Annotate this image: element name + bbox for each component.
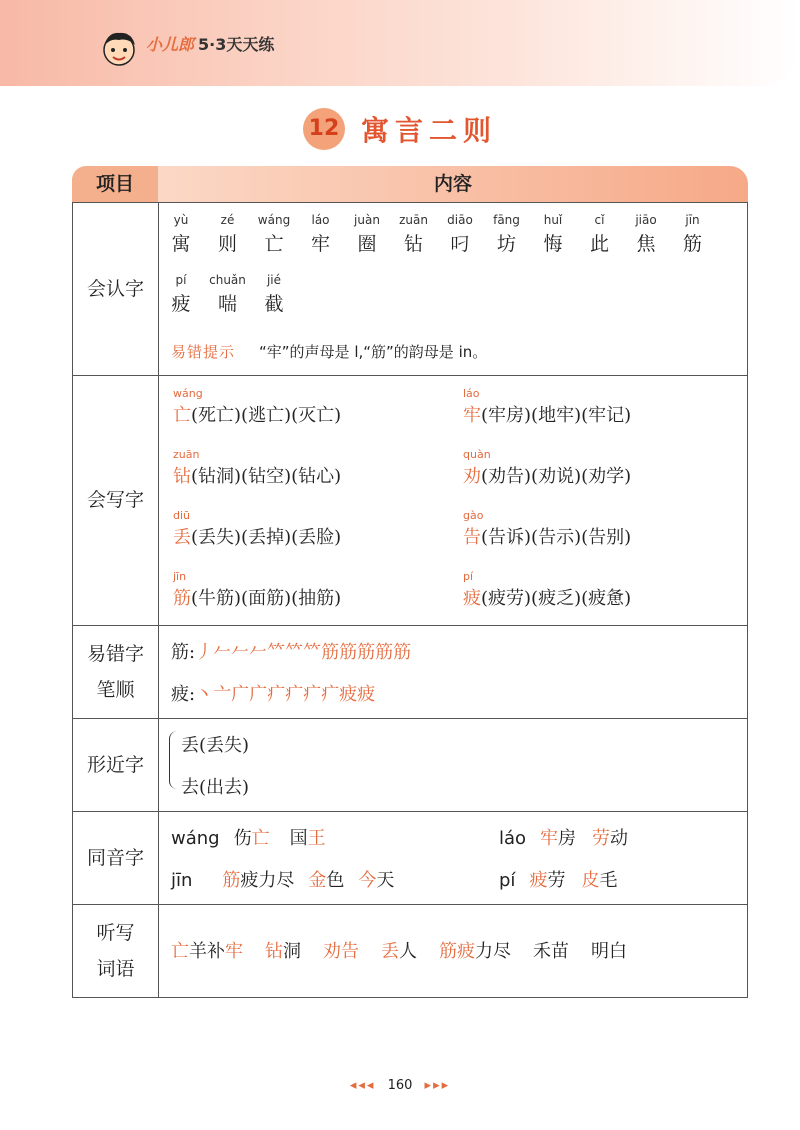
stroke-sequence: 丿𠂉𠂉𠂉𥫗𥫗𥫗筋筋筋筋筋 xyxy=(195,642,412,663)
error-tip xyxy=(171,341,487,362)
word-part: 疲力尽 xyxy=(240,870,295,891)
pinyin: jīn xyxy=(171,870,193,891)
row-label: 同音字 xyxy=(73,812,159,904)
header-item: 项目 xyxy=(72,166,158,202)
series-name: 小儿郎 xyxy=(146,35,195,54)
word-list: (劝告)(劝说)(劝学) xyxy=(481,466,632,487)
word-part: 房 xyxy=(558,828,577,849)
stroke-row xyxy=(171,638,411,664)
character: 叼 xyxy=(450,233,470,255)
pinyin: quàn xyxy=(463,448,491,461)
key-char: 丢 xyxy=(381,941,399,962)
pinyin: diāo xyxy=(447,213,473,227)
stroke-char: 筋: xyxy=(171,642,196,663)
key-char: 疲 xyxy=(463,588,481,609)
content-table xyxy=(72,166,748,998)
pinyin: zuān xyxy=(399,213,428,227)
key-char: 金 xyxy=(308,870,327,891)
pinyin: chuǎn xyxy=(209,273,246,287)
label-line: 易错字 xyxy=(86,643,144,665)
word-part: 毛 xyxy=(599,870,618,891)
character: 则 xyxy=(217,233,237,255)
recognize-content xyxy=(159,203,747,375)
pinyin: jiāo xyxy=(635,213,657,227)
character: 寓 xyxy=(171,233,191,255)
write-item xyxy=(463,462,631,488)
tip-text: “牢”的声母是 l,“筋”的韵母是 in。 xyxy=(259,343,488,361)
homophone-group xyxy=(499,866,617,892)
pinyin: zuān xyxy=(173,448,200,461)
word-part: 天 xyxy=(376,870,395,891)
row-label xyxy=(73,626,159,718)
pinyin: láo xyxy=(311,213,330,227)
character: 牢 xyxy=(310,233,330,255)
pinyin: jīn xyxy=(173,570,187,583)
row-similar xyxy=(72,719,748,812)
character: 筋 xyxy=(682,233,702,255)
word-list: (钻洞)(钻空)(钻心) xyxy=(191,466,342,487)
dictation-word xyxy=(439,941,511,962)
pinyin: wáng xyxy=(173,387,203,400)
word-part: 明白 xyxy=(591,941,627,962)
key-char: 告 xyxy=(463,527,481,548)
word-part: 人 xyxy=(399,941,417,962)
word-list: (死亡)(逃亡)(灭亡) xyxy=(191,405,342,426)
lesson-number: 12 xyxy=(303,108,345,150)
row-label: 会写字 xyxy=(73,375,159,625)
pinyin: huǐ xyxy=(543,213,563,227)
character: 截 xyxy=(264,293,284,315)
header-content: 内容 xyxy=(158,166,748,202)
label-line: 词语 xyxy=(96,958,135,980)
write-content xyxy=(159,375,747,625)
key-char: 劝告 xyxy=(323,941,359,962)
similar-content xyxy=(159,719,747,811)
pinyin: wáng xyxy=(257,213,291,227)
homophone-content xyxy=(159,812,747,904)
key-char: 筋疲 xyxy=(439,941,475,962)
dictation-word xyxy=(265,941,301,962)
row-label xyxy=(73,905,159,997)
key-char: 亡 xyxy=(251,828,270,849)
character: 疲 xyxy=(171,293,191,315)
key-char: 钻 xyxy=(265,941,283,962)
write-item xyxy=(463,401,631,427)
pinyin: zé xyxy=(220,213,235,227)
key-char: 疲 xyxy=(529,870,548,891)
row-write xyxy=(72,375,748,626)
word-list: (疲劳)(疲乏)(疲惫) xyxy=(481,588,632,609)
dictation-word xyxy=(381,941,417,962)
character: 此 xyxy=(589,233,609,255)
write-item xyxy=(463,523,631,549)
series-brand xyxy=(146,32,274,55)
word-list: (丢失)(丢掉)(丢脸) xyxy=(191,527,342,548)
dictation-words xyxy=(171,937,649,963)
pinyin: pí xyxy=(463,570,474,583)
key-char: 亡 xyxy=(171,941,189,962)
pinyin: pí xyxy=(499,870,516,891)
write-item xyxy=(173,462,341,488)
pinyin: diū xyxy=(173,509,191,522)
word-list: (牢房)(地牢)(牢记) xyxy=(481,405,632,426)
key-char: 王 xyxy=(307,828,326,849)
dictation-word xyxy=(591,941,627,962)
dictation-word xyxy=(323,941,359,962)
key-char: 劳 xyxy=(592,828,611,849)
page-number: 160 xyxy=(387,1078,413,1093)
page-footer xyxy=(0,1078,800,1093)
stroke-content xyxy=(159,626,747,718)
label-line: 笔顺 xyxy=(96,679,135,701)
pinyin: gào xyxy=(463,509,484,522)
table-header xyxy=(72,166,748,202)
homophone-group xyxy=(499,824,628,850)
series-sub: 5·3天天练 xyxy=(198,35,275,54)
key-char: 钻 xyxy=(173,466,191,487)
key-char: 筋 xyxy=(222,870,241,891)
character: 亡 xyxy=(264,233,284,255)
homophone-group xyxy=(171,824,326,850)
label-line: 听写 xyxy=(96,922,135,944)
key-char: 今 xyxy=(358,870,377,891)
key-char: 牢 xyxy=(463,405,481,426)
homophone-group xyxy=(171,866,394,892)
pinyin: láo xyxy=(463,387,480,400)
row-label: 会认字 xyxy=(73,203,159,375)
character: 喘 xyxy=(217,293,237,315)
word-part: 动 xyxy=(610,828,629,849)
left-arrows-icon: ◂◂◂ xyxy=(349,1078,376,1093)
word-list: (牛筋)(面筋)(抽筋) xyxy=(191,588,342,609)
row-stroke-order xyxy=(72,626,748,719)
row-homophone xyxy=(72,812,748,905)
dictation-content xyxy=(159,905,747,997)
pinyin: jīn xyxy=(685,213,700,227)
brace-icon xyxy=(169,731,178,789)
key-char: 筋 xyxy=(173,588,191,609)
write-item xyxy=(463,584,631,610)
pinyin: fāng xyxy=(493,213,520,227)
row-label: 形近字 xyxy=(73,719,159,811)
lesson-title: 寓言二则 xyxy=(360,114,497,147)
pinyin: yù xyxy=(173,213,189,227)
word-part: 洞 xyxy=(283,941,301,962)
right-arrows-icon: ▸▸▸ xyxy=(424,1078,451,1093)
pinyin: jié xyxy=(266,273,282,287)
tip-tag: 易错提示 xyxy=(171,343,236,361)
key-char: 皮 xyxy=(581,870,600,891)
word-part: 国 xyxy=(289,828,308,849)
key-char: 牢 xyxy=(540,828,559,849)
word-part: 劳 xyxy=(547,870,566,891)
lesson-title-block xyxy=(0,108,800,150)
write-item xyxy=(173,523,341,549)
stroke-sequence: 丶亠广广疒疒疒疒疲疲 xyxy=(195,684,376,705)
similar-item: 丢(丢失) xyxy=(181,735,250,756)
word-part: 色 xyxy=(326,870,345,891)
pinyin: láo xyxy=(499,828,527,849)
key-char: 亡 xyxy=(173,405,191,426)
word-part: 羊补 xyxy=(189,941,225,962)
character: 悔 xyxy=(543,233,563,255)
pinyin: cǐ xyxy=(594,213,605,227)
word-part: 力尽 xyxy=(475,941,511,962)
key-char: 劝 xyxy=(463,466,481,487)
write-item xyxy=(173,401,341,427)
dictation-word xyxy=(533,941,569,962)
mascot-icon xyxy=(98,28,140,70)
key-char: 丢 xyxy=(173,527,191,548)
character: 圈 xyxy=(357,233,377,255)
key-char: 牢 xyxy=(225,941,243,962)
word-part: 伤 xyxy=(233,828,252,849)
write-item xyxy=(173,584,341,610)
pinyin: wáng xyxy=(171,828,220,849)
word-part: 禾苗 xyxy=(533,941,569,962)
pinyin: pí xyxy=(175,273,187,287)
similar-item: 去(出去) xyxy=(181,777,250,798)
stroke-char: 疲: xyxy=(171,684,196,705)
row-recognize xyxy=(72,202,748,376)
pinyin: juàn xyxy=(354,213,380,227)
dictation-word xyxy=(171,941,243,962)
character: 焦 xyxy=(636,233,656,255)
row-dictation xyxy=(72,905,748,998)
word-list: (告诉)(告示)(告别) xyxy=(481,527,632,548)
stroke-row xyxy=(171,680,375,706)
character: 坊 xyxy=(496,233,516,255)
character: 钻 xyxy=(403,233,423,255)
